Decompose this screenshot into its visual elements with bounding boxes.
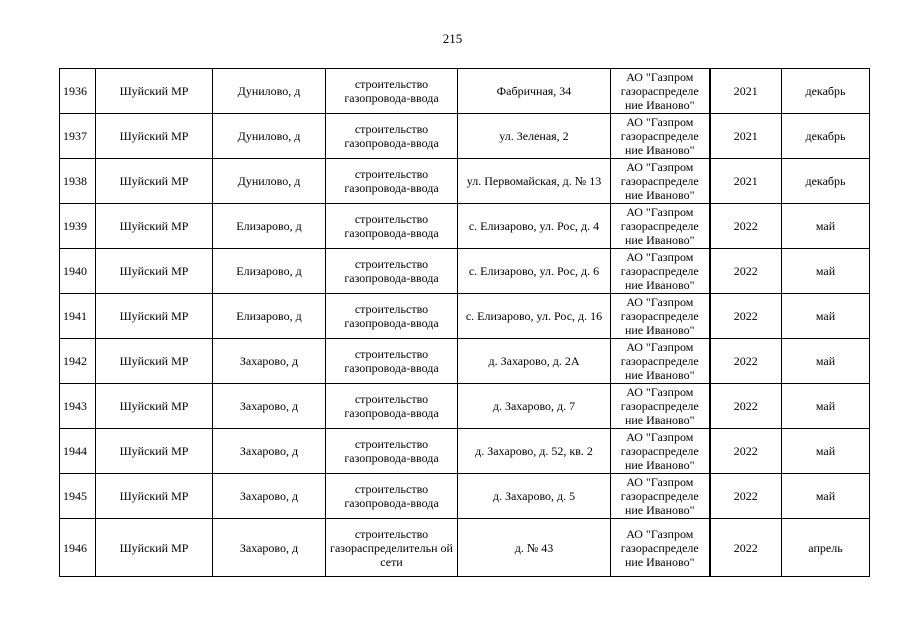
address-cell: с. Елизарово, ул. Рос, д. 4 <box>458 204 611 249</box>
month-cell: май <box>782 339 870 384</box>
address-cell: с. Елизарово, ул. Рос, д. 6 <box>458 249 611 294</box>
work-type-cell: строительство газопровода-ввода <box>326 249 458 294</box>
locality-cell: Дунилово, д <box>213 69 326 114</box>
locality-cell: Захарово, д <box>213 339 326 384</box>
row-number-cell: 1945 <box>60 474 96 519</box>
address-cell: д. Захарово, д. 52, кв. 2 <box>458 429 611 474</box>
table-body <box>60 69 870 577</box>
gas-works-table <box>59 68 870 577</box>
row-number-cell: 1939 <box>60 204 96 249</box>
organization-cell: АО "Газпром газораспределе ние Иваново" <box>611 384 710 429</box>
table-row <box>60 474 870 519</box>
district-cell: Шуйский МР <box>96 429 213 474</box>
address-cell: д. Захарово, д. 7 <box>458 384 611 429</box>
district-cell: Шуйский МР <box>96 519 213 577</box>
organization-cell: АО "Газпром газораспределе ние Иваново" <box>611 249 710 294</box>
month-cell: май <box>782 474 870 519</box>
year-cell: 2022 <box>710 474 782 519</box>
table-row <box>60 519 870 577</box>
district-cell: Шуйский МР <box>96 249 213 294</box>
year-cell: 2022 <box>710 519 782 577</box>
year-cell: 2022 <box>710 384 782 429</box>
table-row <box>60 204 870 249</box>
locality-cell: Елизарово, д <box>213 294 326 339</box>
year-cell: 2021 <box>710 114 782 159</box>
row-number-cell: 1943 <box>60 384 96 429</box>
work-type-cell: строительство газораспределительн ой сети <box>326 519 458 577</box>
year-cell: 2022 <box>710 249 782 294</box>
locality-cell: Елизарово, д <box>213 204 326 249</box>
year-cell: 2022 <box>710 294 782 339</box>
organization-cell: АО "Газпром газораспределе ние Иваново" <box>611 339 710 384</box>
address-cell: Фабричная, 34 <box>458 69 611 114</box>
page-number: 215 <box>442 31 463 46</box>
year-cell: 2021 <box>710 159 782 204</box>
table-row <box>60 294 870 339</box>
district-cell: Шуйский МР <box>96 339 213 384</box>
work-type-cell: строительство газопровода-ввода <box>326 114 458 159</box>
month-cell: декабрь <box>782 69 870 114</box>
month-cell: май <box>782 204 870 249</box>
table-row <box>60 69 870 114</box>
locality-cell: Захарово, д <box>213 519 326 577</box>
row-number-cell: 1942 <box>60 339 96 384</box>
table-row <box>60 429 870 474</box>
row-number-cell: 1944 <box>60 429 96 474</box>
address-cell: ул. Первомайская, д. № 13 <box>458 159 611 204</box>
address-cell: д. Захарово, д. 5 <box>458 474 611 519</box>
table-row <box>60 114 870 159</box>
organization-cell: АО "Газпром газораспределе ние Иваново" <box>611 294 710 339</box>
row-number-cell: 1937 <box>60 114 96 159</box>
organization-cell: АО "Газпром газораспределе ние Иваново" <box>611 114 710 159</box>
work-type-cell: строительство газопровода-ввода <box>326 474 458 519</box>
month-cell: апрель <box>782 519 870 577</box>
month-cell: декабрь <box>782 159 870 204</box>
table-row <box>60 159 870 204</box>
month-cell: декабрь <box>782 114 870 159</box>
row-number-cell: 1936 <box>60 69 96 114</box>
table-row <box>60 384 870 429</box>
locality-cell: Захарово, д <box>213 384 326 429</box>
month-cell: май <box>782 429 870 474</box>
address-cell: ул. Зеленая, 2 <box>458 114 611 159</box>
year-cell: 2022 <box>710 429 782 474</box>
month-cell: май <box>782 294 870 339</box>
organization-cell: АО "Газпром газораспределе ние Иваново" <box>611 474 710 519</box>
district-cell: Шуйский МР <box>96 69 213 114</box>
locality-cell: Елизарово, д <box>213 249 326 294</box>
row-number-cell: 1941 <box>60 294 96 339</box>
locality-cell: Захарово, д <box>213 474 326 519</box>
work-type-cell: строительство газопровода-ввода <box>326 69 458 114</box>
work-type-cell: строительство газопровода-ввода <box>326 294 458 339</box>
table-row <box>60 339 870 384</box>
organization-cell: АО "Газпром газораспределе ние Иваново" <box>611 429 710 474</box>
year-cell: 2022 <box>710 339 782 384</box>
work-type-cell: строительство газопровода-ввода <box>326 384 458 429</box>
work-type-cell: строительство газопровода-ввода <box>326 204 458 249</box>
address-cell: д. Захарово, д. 2А <box>458 339 611 384</box>
locality-cell: Дунилово, д <box>213 114 326 159</box>
table-row <box>60 249 870 294</box>
locality-cell: Захарово, д <box>213 429 326 474</box>
address-cell: с. Елизарово, ул. Рос, д. 16 <box>458 294 611 339</box>
year-cell: 2021 <box>710 69 782 114</box>
organization-cell: АО "Газпром газораспределе ние Иваново" <box>611 69 710 114</box>
district-cell: Шуйский МР <box>96 114 213 159</box>
row-number-cell: 1940 <box>60 249 96 294</box>
address-cell: д. № 43 <box>458 519 611 577</box>
work-type-cell: строительство газопровода-ввода <box>326 339 458 384</box>
work-type-cell: строительство газопровода-ввода <box>326 429 458 474</box>
organization-cell: АО "Газпром газораспределе ние Иваново" <box>611 204 710 249</box>
locality-cell: Дунилово, д <box>213 159 326 204</box>
district-cell: Шуйский МР <box>96 384 213 429</box>
work-type-cell: строительство газопровода-ввода <box>326 159 458 204</box>
year-cell: 2022 <box>710 204 782 249</box>
row-number-cell: 1938 <box>60 159 96 204</box>
month-cell: май <box>782 249 870 294</box>
district-cell: Шуйский МР <box>96 474 213 519</box>
row-number-cell: 1946 <box>60 519 96 577</box>
organization-cell: АО "Газпром газораспределе ние Иваново" <box>611 519 710 577</box>
district-cell: Шуйский МР <box>96 159 213 204</box>
district-cell: Шуйский МР <box>96 294 213 339</box>
district-cell: Шуйский МР <box>96 204 213 249</box>
month-cell: май <box>782 384 870 429</box>
organization-cell: АО "Газпром газораспределе ние Иваново" <box>611 159 710 204</box>
